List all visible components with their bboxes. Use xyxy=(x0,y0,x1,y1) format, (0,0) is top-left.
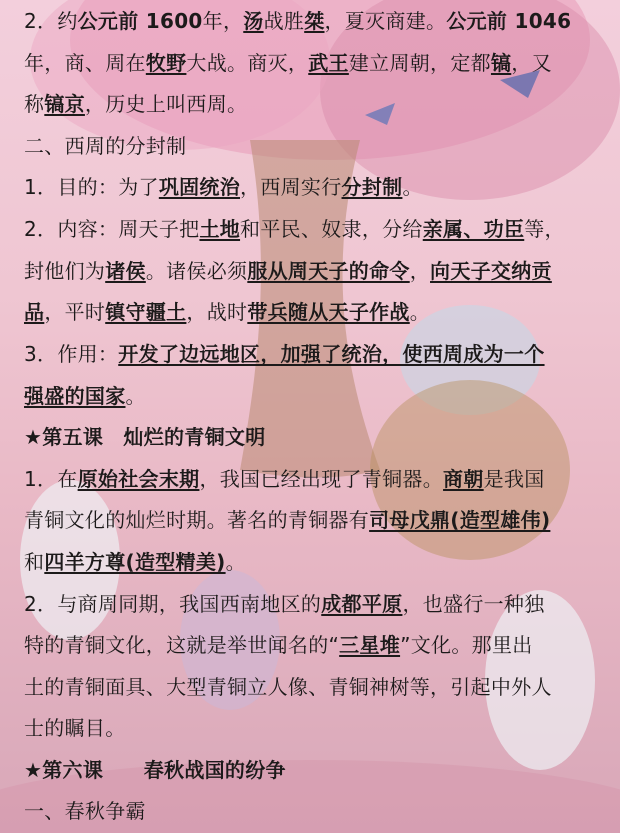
text-line xyxy=(24,383,604,409)
text-segment: 战胜 xyxy=(263,9,305,33)
text-segment: 特的青铜文化，这就是举世闻名的“ xyxy=(24,633,340,657)
text-line xyxy=(24,50,604,76)
text-line xyxy=(24,466,604,492)
key-term: 牧野 xyxy=(145,51,187,75)
key-term: 服从周天子的命令 xyxy=(247,259,410,283)
text-line xyxy=(24,549,604,575)
text-segment: 是我国 xyxy=(483,467,545,491)
text-segment: 2．内容：周天子把 xyxy=(24,217,200,241)
text-segment: 1．目的：为了 xyxy=(24,175,159,199)
text-segment: 。 xyxy=(409,300,431,324)
text-segment: ★第五课 灿烂的青铜文明 xyxy=(24,425,266,449)
text-line xyxy=(24,216,604,242)
key-term: 镐 xyxy=(490,51,512,75)
bold-text: 公元前 1046 xyxy=(446,9,572,33)
key-term: 向天子交纳贡 xyxy=(430,259,552,283)
text-segment: ，平时 xyxy=(44,300,106,324)
text-segment: 。 xyxy=(402,175,423,199)
key-term: 巩固统治 xyxy=(158,175,241,199)
key-term: 强盛的国家 xyxy=(24,384,126,408)
text-line xyxy=(24,632,604,658)
key-term: 诸侯 xyxy=(105,259,146,283)
text-segment: ，夏灭商建。 xyxy=(324,9,447,33)
text-segment: 年，商、周在 xyxy=(24,51,146,75)
key-term: 带兵随从天子作战 xyxy=(247,300,410,324)
text-segment: ，历史上叫西周。 xyxy=(84,92,248,116)
text-line xyxy=(24,91,604,117)
text-segment: 士的瞩目。 xyxy=(24,716,126,740)
text-segment: ，又 xyxy=(511,51,552,75)
key-term: 武王 xyxy=(308,51,349,75)
key-term: 桀 xyxy=(304,9,325,33)
text-segment: 土的青铜面具、大型青铜立人像、青铜神树等，引起中外人 xyxy=(24,675,552,699)
text-segment: ，西周实行 xyxy=(240,175,342,199)
key-term: 亲属、功臣 xyxy=(422,217,525,241)
key-term: 分封制 xyxy=(341,175,403,199)
text-segment: ，我国已经出现了青铜器。 xyxy=(199,467,444,491)
section-heading xyxy=(24,133,604,159)
text-segment: 一、春秋争霸 xyxy=(24,799,146,823)
text-segment: 和 xyxy=(24,550,45,574)
key-term: 成都平原 xyxy=(321,592,403,616)
text-segment: 2．与商周同期，我国西南地区的 xyxy=(24,592,322,616)
text-segment: 3．作用： xyxy=(24,342,119,366)
key-term: 三星堆 xyxy=(339,633,401,657)
text-segment: ”文化。那里出 xyxy=(400,633,533,657)
key-term: 汤 xyxy=(243,9,264,33)
text-segment: 封他们为 xyxy=(24,259,106,283)
text-segment: 年， xyxy=(202,9,244,33)
text-line xyxy=(24,674,604,700)
text-segment: 。 xyxy=(225,550,246,574)
text-segment: 二、西周的分封制 xyxy=(24,134,187,158)
key-term: 商朝 xyxy=(443,467,484,491)
text-segment: 。诸侯必须 xyxy=(145,259,248,283)
key-term: 司母戊鼎(造型雄伟) xyxy=(369,508,551,532)
key-term: 开发了边远地区，加强了统治，使西周成为一个 xyxy=(118,342,545,366)
key-term: 原始社会末期 xyxy=(77,467,200,491)
text-segment: ★第六课 春秋战国的纷争 xyxy=(24,758,286,782)
text-segment: 和平民、奴隶，分给 xyxy=(240,217,423,241)
key-term: 镐京 xyxy=(44,92,85,116)
text-segment: ， xyxy=(409,259,431,283)
text-line xyxy=(24,174,604,200)
section-heading xyxy=(24,798,604,824)
text-segment: 。 xyxy=(125,384,146,408)
bold-text: 公元前 1600 xyxy=(77,9,203,33)
text-line xyxy=(24,258,604,284)
key-term: 土地 xyxy=(199,217,241,241)
text-segment: ，战时 xyxy=(186,300,248,324)
text-segment: 大战。商灭， xyxy=(186,51,309,75)
text-line xyxy=(24,591,604,617)
text-segment: 青铜文化的灿烂时期。著名的青铜器有 xyxy=(24,508,370,532)
key-term: 四羊方尊(造型精美) xyxy=(44,550,226,574)
text-line xyxy=(24,299,604,325)
lesson-heading xyxy=(24,757,604,783)
text-segment: 1．在 xyxy=(24,467,78,491)
text-line xyxy=(24,715,604,741)
key-term: 品 xyxy=(24,300,45,324)
lesson-heading xyxy=(24,424,604,450)
text-line xyxy=(24,8,604,34)
text-line xyxy=(24,507,604,533)
key-term: 镇守疆土 xyxy=(105,300,187,324)
text-line xyxy=(24,341,604,367)
text-segment: 等， xyxy=(524,217,565,241)
text-segment: 2．约 xyxy=(24,9,78,33)
text-segment: ，也盛行一种独 xyxy=(402,592,545,616)
text-segment: 建立周朝，定都 xyxy=(348,51,491,75)
text-segment: 称 xyxy=(24,92,45,116)
